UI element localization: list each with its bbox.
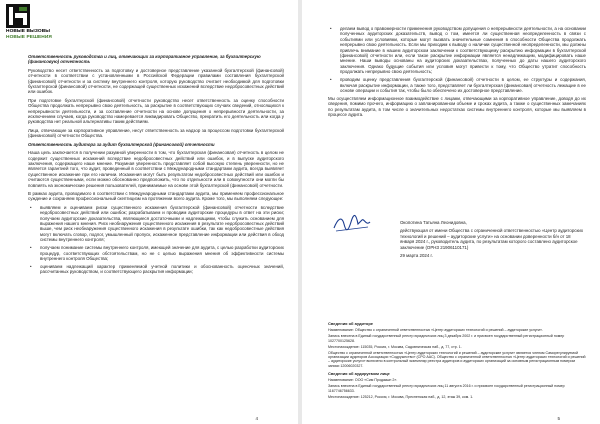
signature-icon [332, 210, 372, 236]
report-page-4 [0, 0, 298, 424]
auditor-info [328, 322, 586, 370]
info-line: Местонахождение: 125212, Россия, г. Москва, Пресненская наб., д. 12, этаж 39, ком. 1. [328, 394, 474, 399]
logo-text [6, 29, 52, 40]
bullet-icon: • [30, 245, 32, 251]
info-line: Общество с ограниченной ответственностью «Центр аудиторских технологий и решений – аудиторские услуги» является членом Саморегулируемой организации аудиторов Ассоциации «Содружество» (СРО ААС). Общество с ограниченной ответственностью «Центр аудиторских технологий и решений – аудиторские услуги» включено в контрольный экземпляр реестра аудиторов и аудиторских организаций за основным регистрационным номером записи 12006020327. [328, 350, 586, 368]
bullet-icon: • [30, 204, 32, 210]
logo-line-2: НОВЫЕ РЕШЕНИЯ [6, 34, 52, 40]
list-item-text: выявляем и оцениваем риски существенного искажения бухгалтерской (финансовой) отчетности вследствие недобросовестных действий или ошибок; разрабатываем и проводим аудиторские процедуры в ответ на эти риски; получаем аудиторские доказательства, являющиеся достаточными и надлежащими, чтобы служить основанием для выражения нашего мнения. Риск необнаружения существенного искажения в результате недобросовестных действий выше, чем риск необнаружения существенного искажения в результате ошибки, так как недобросовестные действия могут включать сговор, подлог, умышленный пропуск, искаженное представление информации или действия в обход системы внутреннего контроля; [40, 204, 284, 243]
report-page-5 [302, 0, 600, 424]
list-item [28, 264, 284, 275]
management-responsibility-heading: Ответственность руководства и лиц, отвечающих за корпоративное управление, за бухгалтерскую (финансовую) отчетность [28, 54, 261, 65]
list-item [328, 26, 586, 75]
list-item-text: оцениваем надлежащий характер применяемой учетной политики и обоснованность оценочных значений, рассчитанных руководством, и соответствующего раскрытия информации; [40, 263, 284, 275]
info-line: Местонахождение: 115035, Россия, г. Москва, Садовническая наб., д. 77, стр. 1. [328, 344, 462, 349]
auditor-info-title: Сведения об аудиторе [328, 321, 373, 326]
right-page-content [328, 26, 586, 121]
page-number: 4 [255, 416, 258, 421]
bullet-icon: • [30, 263, 32, 269]
signature-block [400, 220, 586, 261]
list-item [28, 205, 284, 243]
paragraph: Руководство несет ответственность за подготовку и достоверное представление указанной бухгалтерской (финансовой) отчетности в соответствии с установленными в Российской Федерации правилами составления бухгалтерской (финансовой) отчетности и за систему внутреннего контроля, которую руководство считает необходимой для подготовки бухгалтерской (финансовой) отчетности, не содержащей существенных искажений вследствие недобросовестных действий или ошибок. [28, 67, 284, 95]
list-item [28, 245, 284, 261]
bullet-icon: • [330, 77, 332, 83]
logo-mark-icon [6, 4, 30, 28]
info-line: Наименование: Общество с ограниченной ответственностью «Центр аудиторских технологий и решений – аудиторские услуги». [328, 328, 543, 333]
paragraph: При подготовке бухгалтерской (финансовой) отчетности руководство несет ответственность за оценку способности Общества продолжать непрерывно свою деятельность, за раскрытие в соответствующих случаях сведений, относящихся к непрерывности деятельности, и за составление отчетности на основе допущения о непрерывности деятельности, за исключением случаев, когда руководство намеревается ликвидировать Общество, прекратить его деятельность или когда у руководства нет реальной альтернативы таким действиям. [28, 97, 284, 125]
page-number: 5 [557, 416, 560, 421]
signer-name: Окопотина Татьяна Леонидовна, [400, 220, 467, 225]
signer-role: действующая от имени Общества с ограниченной ответственностью «Центр аудиторских технологий и решений – аудиторские услуги» на основании доверенности б/н от 18 января 2024 г., руководитель аудита, по результатам которого составлено аудиторское заключение (ОРНЗ 21906110171) [400, 228, 584, 250]
list-item-text: получаем понимание системы внутреннего контроля, имеющей значение для аудита, с целью разработки аудиторских процедур, соответствующих обстоятельствам, но не с целью выражения мнения об эффективности системы внутреннего контроля Общества; [40, 245, 284, 261]
paragraph: Лица, отвечающие за корпоративное управление, несут ответственность за надзор за процессом подготовки бухгалтерской (финансовой) отчетности Общества. [28, 127, 284, 139]
info-line: Наименование: ООО «Сим Продакшн 2». [328, 378, 398, 383]
list-item-text: делаем вывод о правомерности применения руководством допущения о непрерывности деятельности, а на основании полученных аудиторских доказательств, вывод о том, имеется ли существенная неопределенность в связи с событиями или условиями, которые могут вызвать значительные сомнения в способности Общества продолжать непрерывно свою деятельность. Если мы приходим к выводу о наличии существенной неопределенности, мы должны привлечь внимание в нашем аудиторском заключении к соответствующему раскрытию информации в бухгалтерской (финансовой) отчетности или, если такое раскрытие информации является ненадлежащим, модифицировать наше мнение. Наши выводы основаны на аудиторских доказательствах, полученных до даты нашего аудиторского заключения. Однако будущие события или условия могут привести к тому, что Общество утратит способность продолжать непрерывно свою деятельность; [340, 26, 586, 75]
list-item-text: проводим оценку представления бухгалтерской (финансовой) отчетности в целом, ее структуры и содержания, включая раскрытие информации, а также того, представляет ли бухгалтерская (финансовая) отчетность лежащие в ее основе операции и события так, чтобы было обеспечено их достоверное представление. [340, 77, 586, 93]
logo-line-1: НОВЫЕ ВЫЗОВЫ [6, 29, 51, 34]
info-line: Запись внесена в Единый государственный реестр юридических лиц 11 августа 2016 г. и присвоен государственный регистрационный номер 1167746756633. [328, 384, 565, 393]
list-item [328, 77, 586, 93]
left-page-content [28, 54, 284, 277]
info-line: Запись внесена в Единый государственный реестр юридических лиц 3 декабря 2002 г. и присвоен государственный регистрационный номер 1027700125628. [328, 334, 565, 343]
company-logo [6, 4, 86, 44]
audited-info-title: Сведения об аудируемом лице [328, 371, 390, 376]
paragraph: Мы осуществляем информационное взаимодействие с лицами, отвечающими за корпоративное управление, доводя до их сведения, помимо прочего, информацию о запланированном объеме и сроках аудита, а также о существенных замечаниях по результатам аудита, в том числе о значительных недостатках системы внутреннего контроля, которые мы выявляем в процессе аудита. [328, 95, 586, 118]
report-date: 29 марта 2024 г. [400, 253, 433, 259]
audited-entity-info [328, 372, 586, 401]
paragraph: В рамках аудита, проводимого в соответствии с Международными стандартами аудита, мы применяем профессиональное суждение и сохраняем профессиональный скептицизм на протяжении всего аудита. Кроме того, мы выполняем следующее: [28, 190, 284, 202]
paragraph: Наша цель заключается в получении разумной уверенности в том, что бухгалтерская (финансовая) отчетность в целом не содержит существенных искажений вследствие недобросовестных действий или ошибок, и в выпуске аудиторского заключения, содержащего наше мнение. Разумная уверенность представляет собой высокую степень уверенности, но не является гарантией того, что аудит, проведенный в соответствии с Международными стандартами аудита, всегда выявляет существенное искажение при его наличии. Искажения могут быть результатом недобросовестных действий или ошибок и считаются существенными, если можно обоснованно предположить, что по отдельности или в совокупности они могли бы повлиять на экономические решения пользователей, принимаемые на основе этой бухгалтерской (финансовой) отчетности. [28, 150, 284, 188]
bullet-icon: • [330, 26, 332, 31]
auditor-responsibility-heading: Ответственность аудитора за аудит бухгалтерской (финансовой) отчетности [28, 141, 215, 147]
